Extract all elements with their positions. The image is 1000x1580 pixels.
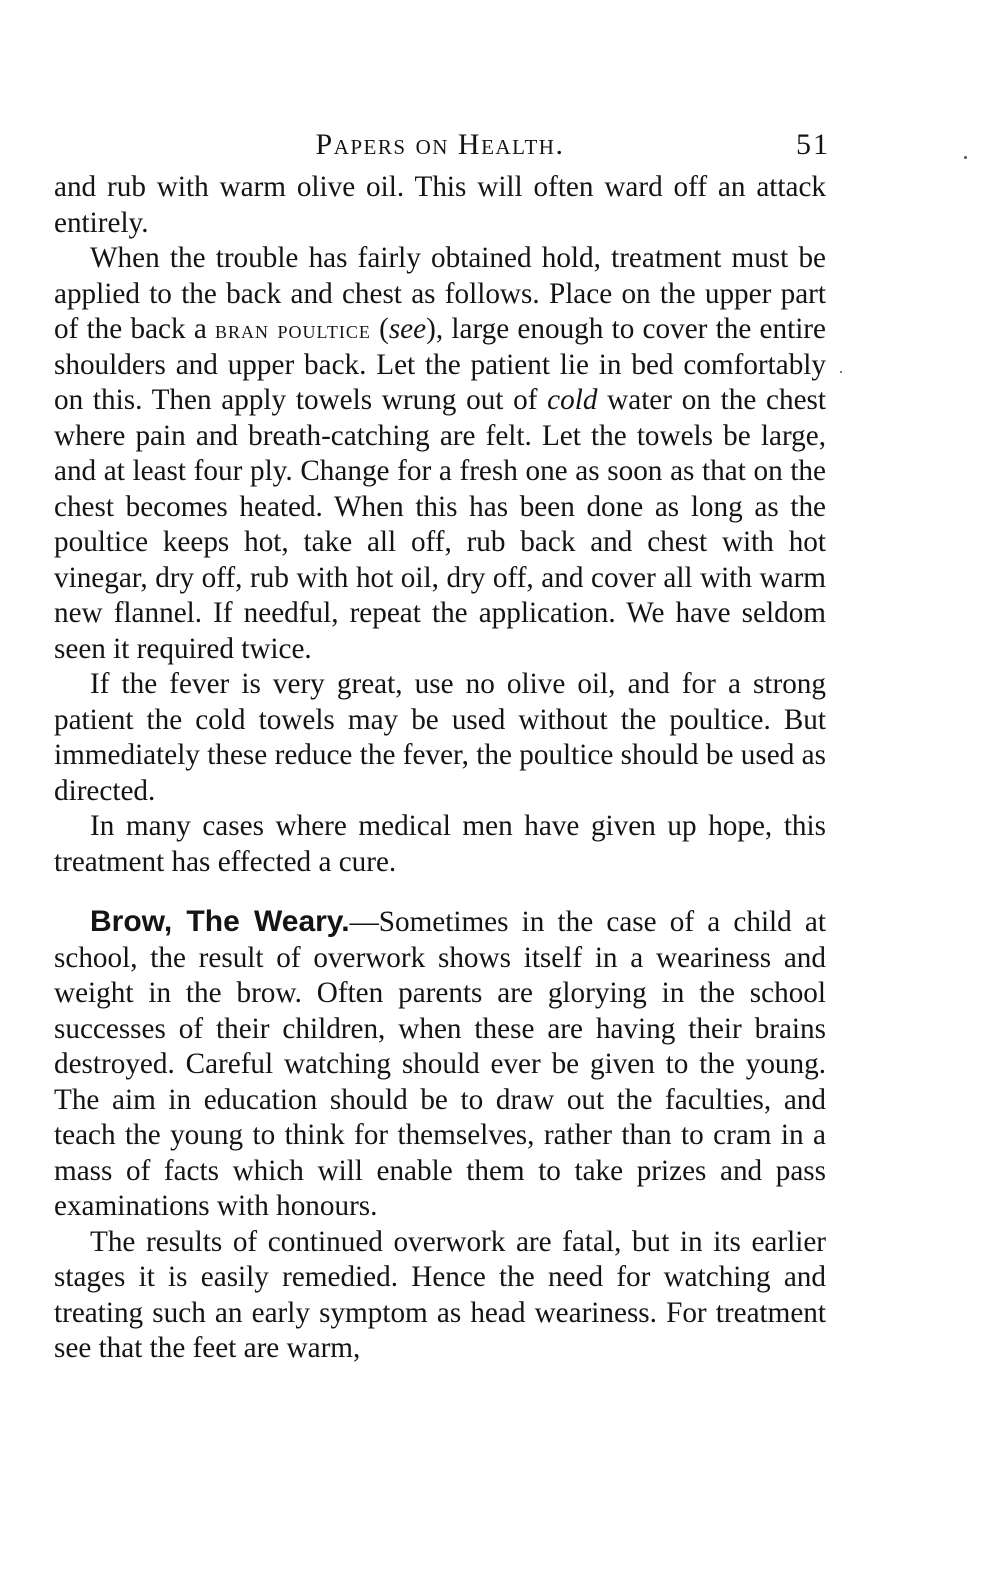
body-text — [54, 170, 826, 1367]
entry-text: —Sometimes in the case of a child at school, the result of overwork shows itself in a weariness and weight in the brow. Often parents are glorying in the school successes of their children, when these are having their brains destroyed. Careful watching should ever be given to the young. The aim in education should be to draw out the faculties, and teach the young to think for themselves, rather than to cram in a mass of facts which will enable them to take prizes and pass examinations with honours. — [54, 906, 826, 1222]
page-speck — [840, 371, 842, 373]
paragraph-cure: In many cases where medical men have given up hope, this treatment has effected a cure. — [54, 810, 826, 878]
page-speck — [964, 156, 967, 159]
page-number: 51 — [796, 128, 830, 161]
paragraph-text: water on the chest where pain and breath-catching are felt. Let the towels be large, and at least four ply. Change for a fresh one as soon as that on the chest becomes heated. When this has been done as long as the poultice keeps hot, take all off, rub back and chest with hot vinegar, dry off, rub with hot oil, dry off, and cover all with warm new flannel. If needful, repeat the application. We have seldom seen it required twice. — [54, 384, 826, 665]
emphasis-cold: cold — [547, 384, 598, 416]
book-page — [54, 126, 830, 1367]
running-head — [54, 126, 830, 170]
paragraph-text: ( — [370, 313, 389, 345]
paragraph-text: ), large enough to cover the entire shoulders and upper back. Let the patient lie in bed comfortably on this. Then apply towels wrung out of — [54, 313, 826, 416]
paragraph-treatment — [54, 241, 826, 667]
paragraph-text: When the trouble has fairly obtained hold, treatment must be applied to the back and chest as follows. Place on the upper part of the back a — [54, 242, 826, 345]
paragraph-overwork: The results of continued overwork are fatal, but in its earlier stages it is easily remedied. Hence the need for watching and treating such an early symptom as head weariness. For treatment see that the feet are warm, — [54, 1225, 826, 1364]
running-title: Papers on Health. — [315, 128, 565, 161]
see-reference: see — [388, 313, 427, 345]
paragraph-fever: If the fever is very great, use no olive oil, and for a strong patient the cold towels may be used without the poultice. But immediately these reduce the fever, the poultice should be used as directed. — [54, 668, 826, 807]
cross-reference-term: bran poultice — [215, 315, 371, 344]
paragraph-continuation: and rub with warm olive oil. This will often ward off an attack entirely. — [54, 171, 826, 239]
entry-brow-weary — [54, 904, 826, 1225]
entry-heading: Brow, The Weary. — [90, 905, 350, 938]
